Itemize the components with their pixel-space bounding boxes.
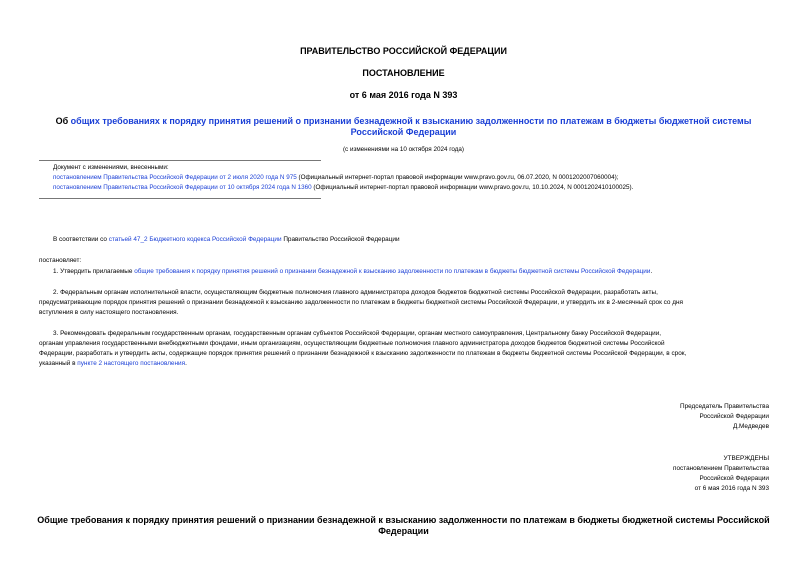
paragraph-2-line1: 2. Федеральным органам исполнительной власти, осуществляющим бюджетные полномочия главного администратора доходов бюджетов бюджетной системы Российской Федерации, разработать акты, bbox=[53, 289, 658, 296]
approved-line4: от 6 мая 2016 года N 393 bbox=[694, 485, 769, 492]
paragraph-2-line3: вступления в силу настоящего постановления. bbox=[39, 309, 179, 316]
general-requirements-link[interactable]: общие требования к порядку принятия решений о признании безнадежной к взысканию задолженности по платежам в бюджеты бюджетной системы Российской Федерации bbox=[134, 268, 651, 275]
document-title-line2[interactable]: Российской Федерации bbox=[350, 127, 457, 137]
signature-name: Д.Медведев bbox=[732, 423, 769, 430]
change-item-2: постановлением Правительства Российской Федерации от 10 октября 2024 года N 1360 (Официальный интернет-портал правовой информации www.pravo.gov.ru, 10.10.2024, N 0001202410100025). bbox=[53, 184, 634, 191]
amendment-note: (с изменениями на 10 октября 2024 года) bbox=[342, 146, 465, 153]
document-title-line1 bbox=[0, 116, 807, 127]
paragraph-1: 1. Утвердить прилагаемые общие требования к порядку принятия решений о признании безнадежной к взысканию задолженности по платежам в бюджеты бюджетной системы Российской Федерации. bbox=[53, 268, 653, 275]
change-item-2-link[interactable]: постановлением Правительства Российской Федерации от 10 октября 2024 года N 1360 bbox=[53, 184, 312, 191]
change-item-1: постановлением Правительства Российской Федерации от 2 июля 2020 года N 975 (Официальный интернет-портал правовой информации www.pravo.gov.ru, 06.07.2020, N 0001202007060004); bbox=[53, 174, 619, 181]
appendix-title-line2: Федерации bbox=[378, 526, 429, 536]
paragraph-3-line1: 3. Рекомендовать федеральным государственным органам, государственным органам субъектов Российской Федерации, органам местного самоуправления, Центральному банку Российской Федерации, bbox=[53, 330, 662, 337]
changes-bottom-rule bbox=[39, 198, 321, 199]
appendix-title-line1: Общие требования к порядку принятия решений о признании безнадежной к взысканию задолженности по платежам в бюджеты бюджетной системы Российской bbox=[37, 515, 770, 525]
paragraph-3-line4: указанный в пункте 2 настоящего постановления. bbox=[39, 360, 187, 367]
resolves: постановляет: bbox=[39, 257, 82, 264]
signature-line2: Российской Федерации bbox=[699, 413, 769, 420]
date-number: от 6 мая 2016 года N 393 bbox=[349, 90, 458, 100]
title-link[interactable]: общих требованиях к порядку принятия решений о признании безнадежной к взысканию задолженности по платежам в бюджеты бюджетной системы bbox=[70, 116, 752, 126]
paragraph-2-line2: предусматривающие порядок принятия решений о признании безнадежной к взысканию задолженности по платежам в бюджеты бюджетной системы Российской Федерации, и утвердить их в 2-месячный срок со дня bbox=[39, 299, 683, 306]
approved-line2: постановлением Правительства bbox=[673, 465, 769, 472]
paragraph-2-link[interactable]: пункте 2 настоящего постановления bbox=[77, 360, 186, 367]
approved-line1: УТВЕРЖДЕНЫ bbox=[723, 455, 769, 462]
budget-code-link[interactable]: статьей 47_2 Бюджетного кодекса Российской Федерации bbox=[108, 236, 282, 243]
paragraph-3-line3: Федерации, разработать и утвердить акты, содержащие порядок принятия решений о признании безнадежной к взысканию задолженности по платежам в бюджеты бюджетной системы Российской Федерации, в срок, bbox=[39, 350, 687, 357]
paragraph-3-line2: органам управления государственными внебюджетными фондами, иным организациям, осуществляющим бюджетные полномочия главного администратора доходов бюджетов бюджетной системы Российской bbox=[39, 340, 665, 347]
change-item-1-link[interactable]: постановлением Правительства Российской Федерации от 2 июля 2020 года N 975 bbox=[53, 174, 297, 181]
doc-type-heading: ПОСТАНОВЛЕНИЕ bbox=[362, 68, 445, 78]
title-prefix: Об bbox=[55, 116, 71, 126]
changes-top-rule bbox=[39, 160, 321, 161]
approved-line3: Российской Федерации bbox=[699, 475, 769, 482]
government-heading: ПРАВИТЕЛЬСТВО РОССИЙСКОЙ ФЕДЕРАЦИИ bbox=[300, 46, 507, 56]
changes-heading: Документ с изменениями, внесенными: bbox=[53, 164, 169, 171]
preamble: В соответствии со статьей 47_2 Бюджетного кодекса Российской Федерации Правительство Российской Федерации bbox=[53, 236, 400, 243]
signature-line1: Председатель Правительства bbox=[680, 403, 769, 410]
